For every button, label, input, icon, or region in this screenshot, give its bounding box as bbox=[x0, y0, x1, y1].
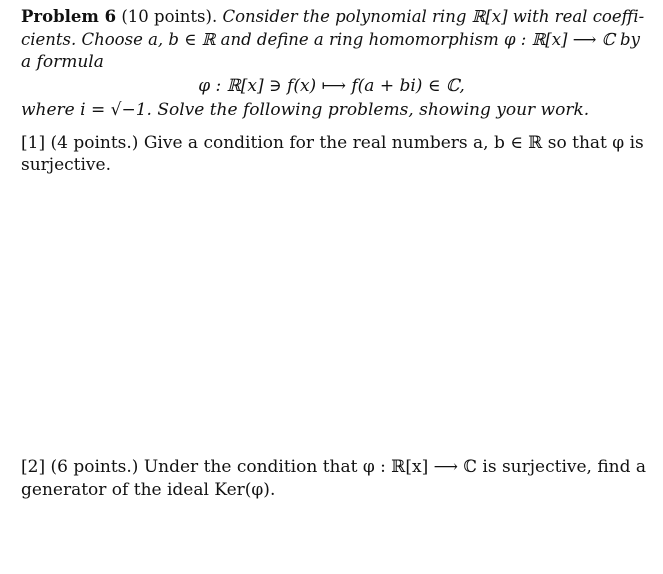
problem-intro-text-1: Consider the polynomial ring ℝ[x] with real coeffi- bbox=[222, 7, 645, 26]
problem-intro-line-2: cients. Choose a, b ∈ ℝ and define a ring homomorphism φ : ℝ[x] ⟶ ℂ by bbox=[21, 30, 640, 49]
where-line: where i = √−1. Solve the following problems, showing your work. bbox=[21, 100, 590, 120]
part2-line-2: generator of the ideal Ker(φ). bbox=[21, 480, 276, 500]
part1-line-1: [1] (4 points.) Give a condition for the real numbers a, b ∈ ℝ so that φ is bbox=[21, 133, 644, 153]
problem-points: (10 points). bbox=[121, 7, 218, 26]
display-formula: φ : ℝ[x] ∋ f(x) ⟼ f(a + bi) ∈ ℂ, bbox=[198, 76, 465, 96]
problem-intro-line-3: a formula bbox=[21, 52, 104, 72]
problem-heading: Problem 6 bbox=[21, 7, 117, 26]
part2-line-1: [2] (6 points.) Under the condition that φ : ℝ[x] ⟶ ℂ is surjective, find a bbox=[21, 457, 647, 477]
part1-line-2: surjective. bbox=[21, 155, 111, 175]
problem-intro-line-1 bbox=[21, 6, 644, 28]
